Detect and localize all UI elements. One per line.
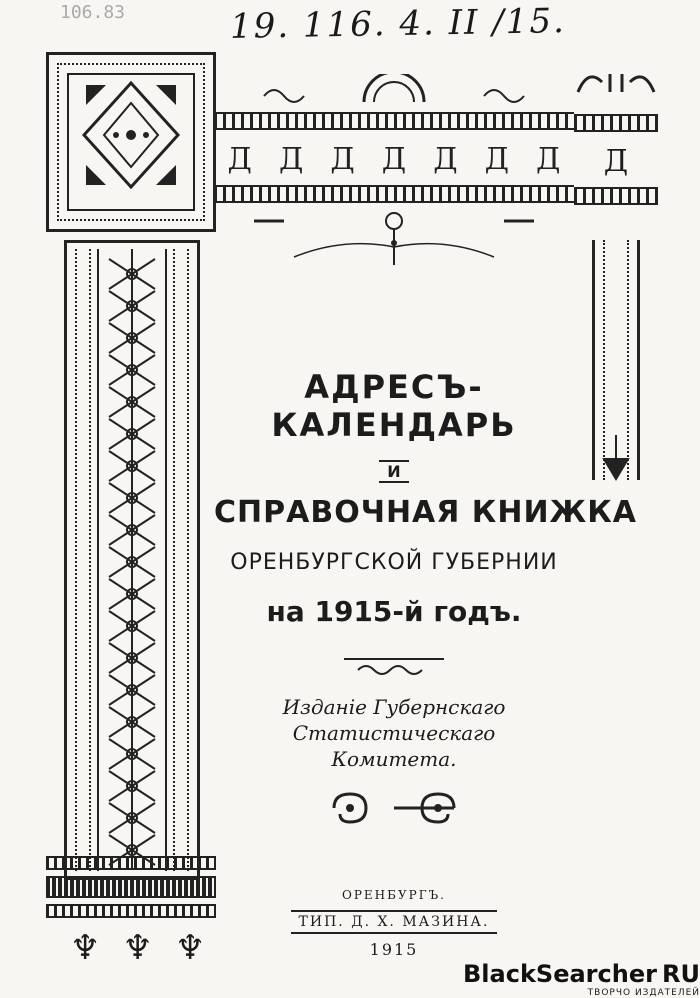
footer-ornament-icon: ♆ <box>122 928 175 968</box>
pillar-motif-icon: Д <box>603 144 629 179</box>
column-motif-icon <box>99 249 165 869</box>
diamond-ornament-icon <box>76 75 186 195</box>
arrow-finial-icon <box>574 435 658 495</box>
watermark-suffix: RU <box>662 960 700 988</box>
footer-ornaments <box>70 928 227 968</box>
footer-ornament-icon: ♆ <box>174 928 228 968</box>
watermark-tagline: ТВОРЧО ИЗДАТЕЛЕЙ <box>587 988 700 998</box>
imprint-year: 1915 <box>369 940 419 959</box>
title-conjunction: И <box>379 460 408 483</box>
imprint-press: ТИП. Д. Х. МАЗИНА. <box>291 910 498 934</box>
right-ornamental-pillar <box>574 90 658 380</box>
frieze-motif-icon: Д <box>278 142 304 177</box>
subtitle: ОРЕНБУРГСКОЙ ГУБЕРНИИ <box>230 550 558 575</box>
divider <box>344 658 444 660</box>
frieze-motifs <box>214 134 574 185</box>
imprint <box>214 888 574 959</box>
publisher-line: Комитета. <box>331 747 457 771</box>
top-frieze <box>214 114 574 214</box>
imprint-city: ОРЕНБУРГЪ. <box>342 888 446 902</box>
divider-ornament-icon <box>354 662 434 678</box>
frieze-motif-icon: Д <box>433 142 458 177</box>
left-ornamental-panel <box>46 44 216 984</box>
handwritten-catalog-number: 19. 116. 4. II /15. <box>229 1 567 47</box>
frieze-motif-icon: Д <box>536 142 561 177</box>
scroll-flourish-icon <box>324 788 464 828</box>
publisher-line: Изданіе Губернскаго Статистическаго <box>282 695 506 745</box>
title-block <box>214 360 638 959</box>
main-title-second-line: СПРАВОЧНАЯ КНИЖКА <box>214 495 638 530</box>
frieze-motif-icon: Д <box>330 142 355 177</box>
frieze-motif-icon: Д <box>227 142 252 177</box>
watermark-brand: BlackSearcher <box>463 960 657 988</box>
ornamental-bands <box>46 850 216 924</box>
ornamental-square <box>46 52 216 232</box>
main-title: АДРЕСЪ-КАЛЕНДАРЬ <box>271 368 517 444</box>
frieze-motif-icon: Д <box>381 142 407 177</box>
scroll-ornament-icon <box>574 66 658 96</box>
year-line: на 1915-й годъ. <box>266 595 522 628</box>
ornamental-column <box>64 240 200 880</box>
arch-ornament-icon <box>214 74 574 104</box>
footer-ornament-icon: ♆ <box>70 928 123 968</box>
publisher <box>214 694 574 772</box>
watermark <box>463 960 700 998</box>
frieze-motif-icon: Д <box>484 142 510 177</box>
pendant-ornament-icon <box>214 209 574 269</box>
archive-stamp: 106.83 <box>60 2 126 23</box>
